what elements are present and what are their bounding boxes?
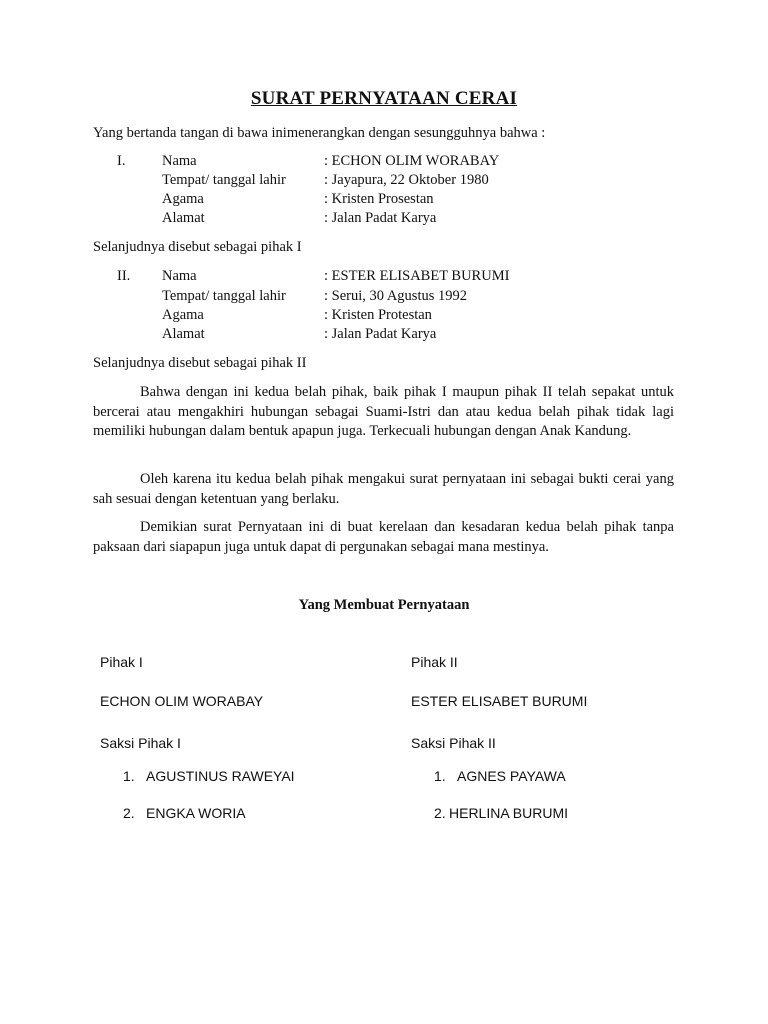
party1-signature-name: ECHON OLIM WORABAY [100,693,264,709]
party2-name-value: : ESTER ELISABET BURUMI [324,268,510,284]
party2-witness-1-name: AGNES PAYAWA [457,768,566,784]
party1-address-label: Alamat [162,210,205,226]
party1-birth-value: : Jayapura, 22 Oktober 1980 [324,172,489,188]
intro-text: Yang bertanda tangan di bawa inimenerangkan dengan sesungguhnya bahwa : [93,125,546,141]
party2-signature-label: Pihak II [411,654,458,670]
party1-witness-2-number: 2. [123,805,135,821]
party2-address-value: : Jalan Padat Karya [324,326,437,342]
party2-witness-label: Saksi Pihak II [411,735,496,751]
party1-address-value: : Jalan Padat Karya [324,210,437,226]
party2-designation: Selanjudnya disebut sebagai pihak II [93,355,307,371]
party1-birth-label: Tempat/ tanggal lahir [162,172,286,188]
party2-name-label: Nama [162,268,197,284]
party2-birth-label: Tempat/ tanggal lahir [162,288,286,304]
closing-paragraph: Demikian surat Pernyataan ini di buat kerelaan dan kesadaran kedua belah pihak tanpa paksaan dari siapapun juga untuk dapat di pergunakan sebagai mana mestinya. [93,519,674,555]
party2-religion-value: : Kristen Protestan [324,307,432,323]
party1-religion-value: : Kristen Prosestan [324,191,434,207]
party2-address-label: Alamat [162,326,205,342]
party1-witness-1-number: 1. [123,768,135,784]
party1-witness-1-name: AGUSTINUS RAWEYAI [146,768,295,784]
party1-name-value: : ECHON OLIM WORABAY [324,153,500,169]
party1-witness-2-name: ENGKA WORIA [146,805,246,821]
party1-designation: Selanjudnya disebut sebagai pihak I [93,239,302,255]
party2-signature-name: ESTER ELISABET BURUMI [411,693,588,709]
party1-number: I. [117,153,126,169]
party2-religion-label: Agama [162,307,204,323]
party1-signature-label: Pihak I [100,654,143,670]
party2-birth-value: : Serui, 30 Agustus 1992 [324,288,467,304]
document-title: SURAT PERNYATAAN CERAI [250,88,518,109]
signature-heading: Yang Membuat Pernyataan [298,597,470,613]
party1-religion-label: Agama [162,191,204,207]
party2-witness-1-number: 1. [434,768,446,784]
party2-number: II. [117,268,131,284]
party1-name-label: Nama [162,153,197,169]
party2-witness-2-name: HERLINA BURUMI [449,805,569,821]
acknowledgement-paragraph: Oleh karena itu kedua belah pihak mengakui surat pernyataan ini sebagai bukti cerai yang sah sesuai dengan ketentuan yang berlaku. [93,471,674,507]
party2-witness-2-number: 2. [434,805,446,821]
party1-witness-label: Saksi Pihak I [100,735,181,751]
agreement-paragraph: Bahwa dengan ini kedua belah pihak, baik pihak I maupun pihak II telah sepakat untuk bercerai atau mengakhiri hubungan sebagai Suami-Istri dan atau kedua belah pihak tidak lagi memiliki hubungan dalam bentuk apapun juga. Terkecuali hubungan dengan Anak Kandung. [93,384,674,439]
